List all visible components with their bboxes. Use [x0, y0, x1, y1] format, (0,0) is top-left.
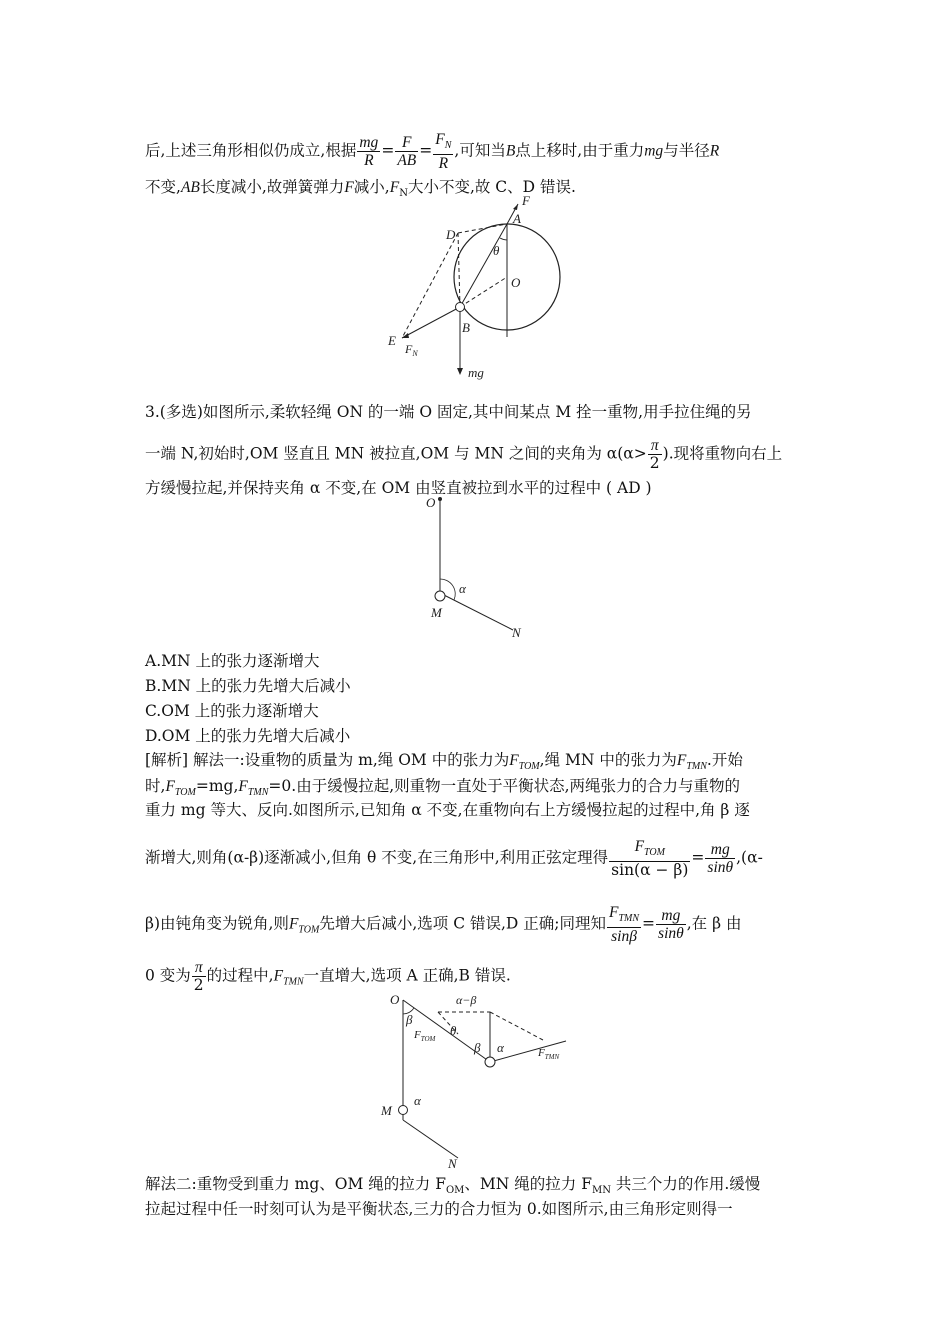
label-b: B: [462, 320, 470, 335]
fraction-ftom-over-sin: $\frac{F_{TOM}}{\sin(\alpha - \beta)}$: [611, 838, 689, 880]
solution-line-2: 时$,F_{TOM}=mg,F_{TMN}=0$.由于缓慢拉起,则重物一直处于平衡状态,两绳张力的合力与重物的: [145, 777, 741, 799]
label-n: N: [512, 625, 521, 640]
label-theta: θ: [493, 243, 500, 258]
label-e: E: [388, 333, 396, 348]
arrowhead: [402, 333, 409, 338]
label-m: M: [431, 605, 442, 620]
label-alpha-2: α: [414, 1093, 421, 1108]
label-theta: θ: [450, 1023, 457, 1038]
label-alpha-1: α: [497, 1040, 504, 1055]
dashed-bd: [458, 233, 460, 307]
label-f: F: [522, 195, 530, 208]
fraction-pi-over-2-b: $\frac{\pi}{2}$: [193, 959, 204, 994]
dashed-da: [458, 224, 507, 233]
arrowhead: [513, 204, 518, 210]
line-ab: [460, 224, 507, 307]
option-d: D.OM 上的张力先增大后减小: [145, 727, 351, 745]
label-d: D: [446, 227, 456, 242]
solution-2-line-2: 拉起过程中任一时刻可认为是平衡状态,三力的合力恒为 0.如图所示,由三角形定则得一: [145, 1200, 733, 1218]
label-beta-2: β: [474, 1040, 481, 1055]
label-a: A: [513, 211, 521, 226]
question-3-line-3: 方缓慢拉起,并保持夹角 α 不变,在 OM 由竖直被拉到水平的过程中 ( AD ): [145, 479, 652, 497]
question-3-line-1: 3.(多选)如图所示,柔软轻绳 ON 的一端 O 固定,其中间某点 M 拴一重物,用手拉住绳的另: [145, 403, 752, 421]
label-beta-1: β: [406, 1012, 413, 1027]
label-ftom: $F_{TOM}$: [414, 1029, 436, 1043]
label-ftmn: $F_{TMN}$: [538, 1047, 560, 1061]
option-b: B.MN 上的张力先增大后减小: [145, 677, 351, 695]
fraction-mg-over-r: $\frac{mg}{R}$: [359, 134, 379, 170]
weight-m: [435, 591, 445, 601]
label-o: O: [390, 992, 400, 1007]
fraction-mg-over-sintheta: $\frac{mg}{\sin\theta}$: [707, 841, 734, 877]
solution-line-4: 渐增大,则角(α-β)逐渐减小,但角 θ 不变,在三角形中,利用正弦定理得 $\frac{F_{TOM}}{\sin(\alpha - \beta)}$ = $\frac{mg}{\sin\theta}$ ,(α-: [145, 838, 763, 880]
dashed-bo: [460, 277, 507, 307]
label-m: M: [381, 1103, 392, 1118]
text: 后,上述三角形相似仍成立,根据: [145, 141, 357, 160]
solution-line-5: β)由钝角变为锐角,则$F_{TOM}$先增大后减小,选项 C 错误,D 正确;同理知 $\frac{F_{TMN}}{\sin\beta}$ = $\frac{mg}{\sin\theta}$ ,在 β 由: [145, 904, 742, 946]
paragraph-line-2: 不变,AB长度减小,故弹簧弹力F减小$,F_N$大小不变,故 C、D 错误.: [145, 178, 576, 200]
rope-lower: [403, 1120, 458, 1158]
label-o: O: [511, 275, 521, 290]
solution-2-line-1: 解法二:重物受到重力 mg、OM 绳的拉力 $F_{OM}$、MN 绳的拉力 $F_{MN}$ 共三个力的作用.缓慢: [145, 1175, 761, 1197]
weight: [485, 1057, 495, 1067]
label-mg: mg: [468, 365, 484, 380]
figure-circle-diagram: [380, 195, 580, 385]
fraction-f-over-ab: $\frac{F}{AB}$: [397, 134, 417, 170]
option-c: C.OM 上的张力逐渐增大: [145, 702, 319, 720]
label-alpha: α: [459, 581, 466, 596]
label-fn: $F_N$: [405, 342, 418, 358]
figure-rope-diagram: [420, 493, 540, 643]
paragraph-line-1: 后,上述三角形相似仍成立,根据 $\frac{mg}{R}$ = $\frac{F}{AB}$ = $\frac{F_N}{R}$ ,可知当B点上移时,由于重力mg与半径R: [145, 131, 720, 173]
fraction-pi-over-2: $\frac{\pi}{2}$: [649, 437, 660, 472]
dashed-line: [490, 1012, 543, 1040]
label-o: O: [426, 495, 436, 510]
rope-mn: [440, 593, 513, 630]
solution-line-6: 0 变为 $\frac{\pi}{2}$ 的过程中$,F_{TMN}$一直增大,选项 A 正确,B 错误.: [145, 959, 511, 994]
question-3-line-2: 一端 N,初始时,OM 竖直且 MN 被拉直,OM 与 MN 之间的夹角为 α(α> $\frac{\pi}{2}$ ).现将重物向右上: [145, 437, 783, 472]
ball-b: [456, 303, 465, 312]
figure-force-triangle: [378, 990, 578, 1170]
fraction-ftmn-over-sinbeta: $\frac{F_{TMN}}{\sin\beta}$: [609, 904, 640, 946]
label-n: N: [448, 1156, 457, 1170]
fraction-fn-over-r: $\frac{F_N}{R}$: [435, 131, 452, 173]
angle-arc: [500, 238, 507, 240]
solution-line-3: 重力 mg 等大、反向.如图所示,已知角 α 不变,在重物向右上方缓慢拉起的过程中,角 β 逐: [145, 801, 750, 819]
weight-m: [399, 1106, 408, 1115]
option-a: A.MN 上的张力逐渐增大: [145, 652, 320, 670]
arrowhead: [457, 368, 463, 375]
dashed-de: [402, 233, 458, 338]
fraction-mg-over-sintheta-2: $\frac{mg}{\sin\theta}$: [658, 907, 684, 943]
label-alpha-minus-beta: α−β: [456, 993, 477, 1007]
solution-line-1: [解析] 解法一:设重物的质量为 m,绳 OM 中的张力为$F_{TOM}$,绳 MN 中的张力为$F_{TMN}$.开始: [145, 751, 743, 773]
